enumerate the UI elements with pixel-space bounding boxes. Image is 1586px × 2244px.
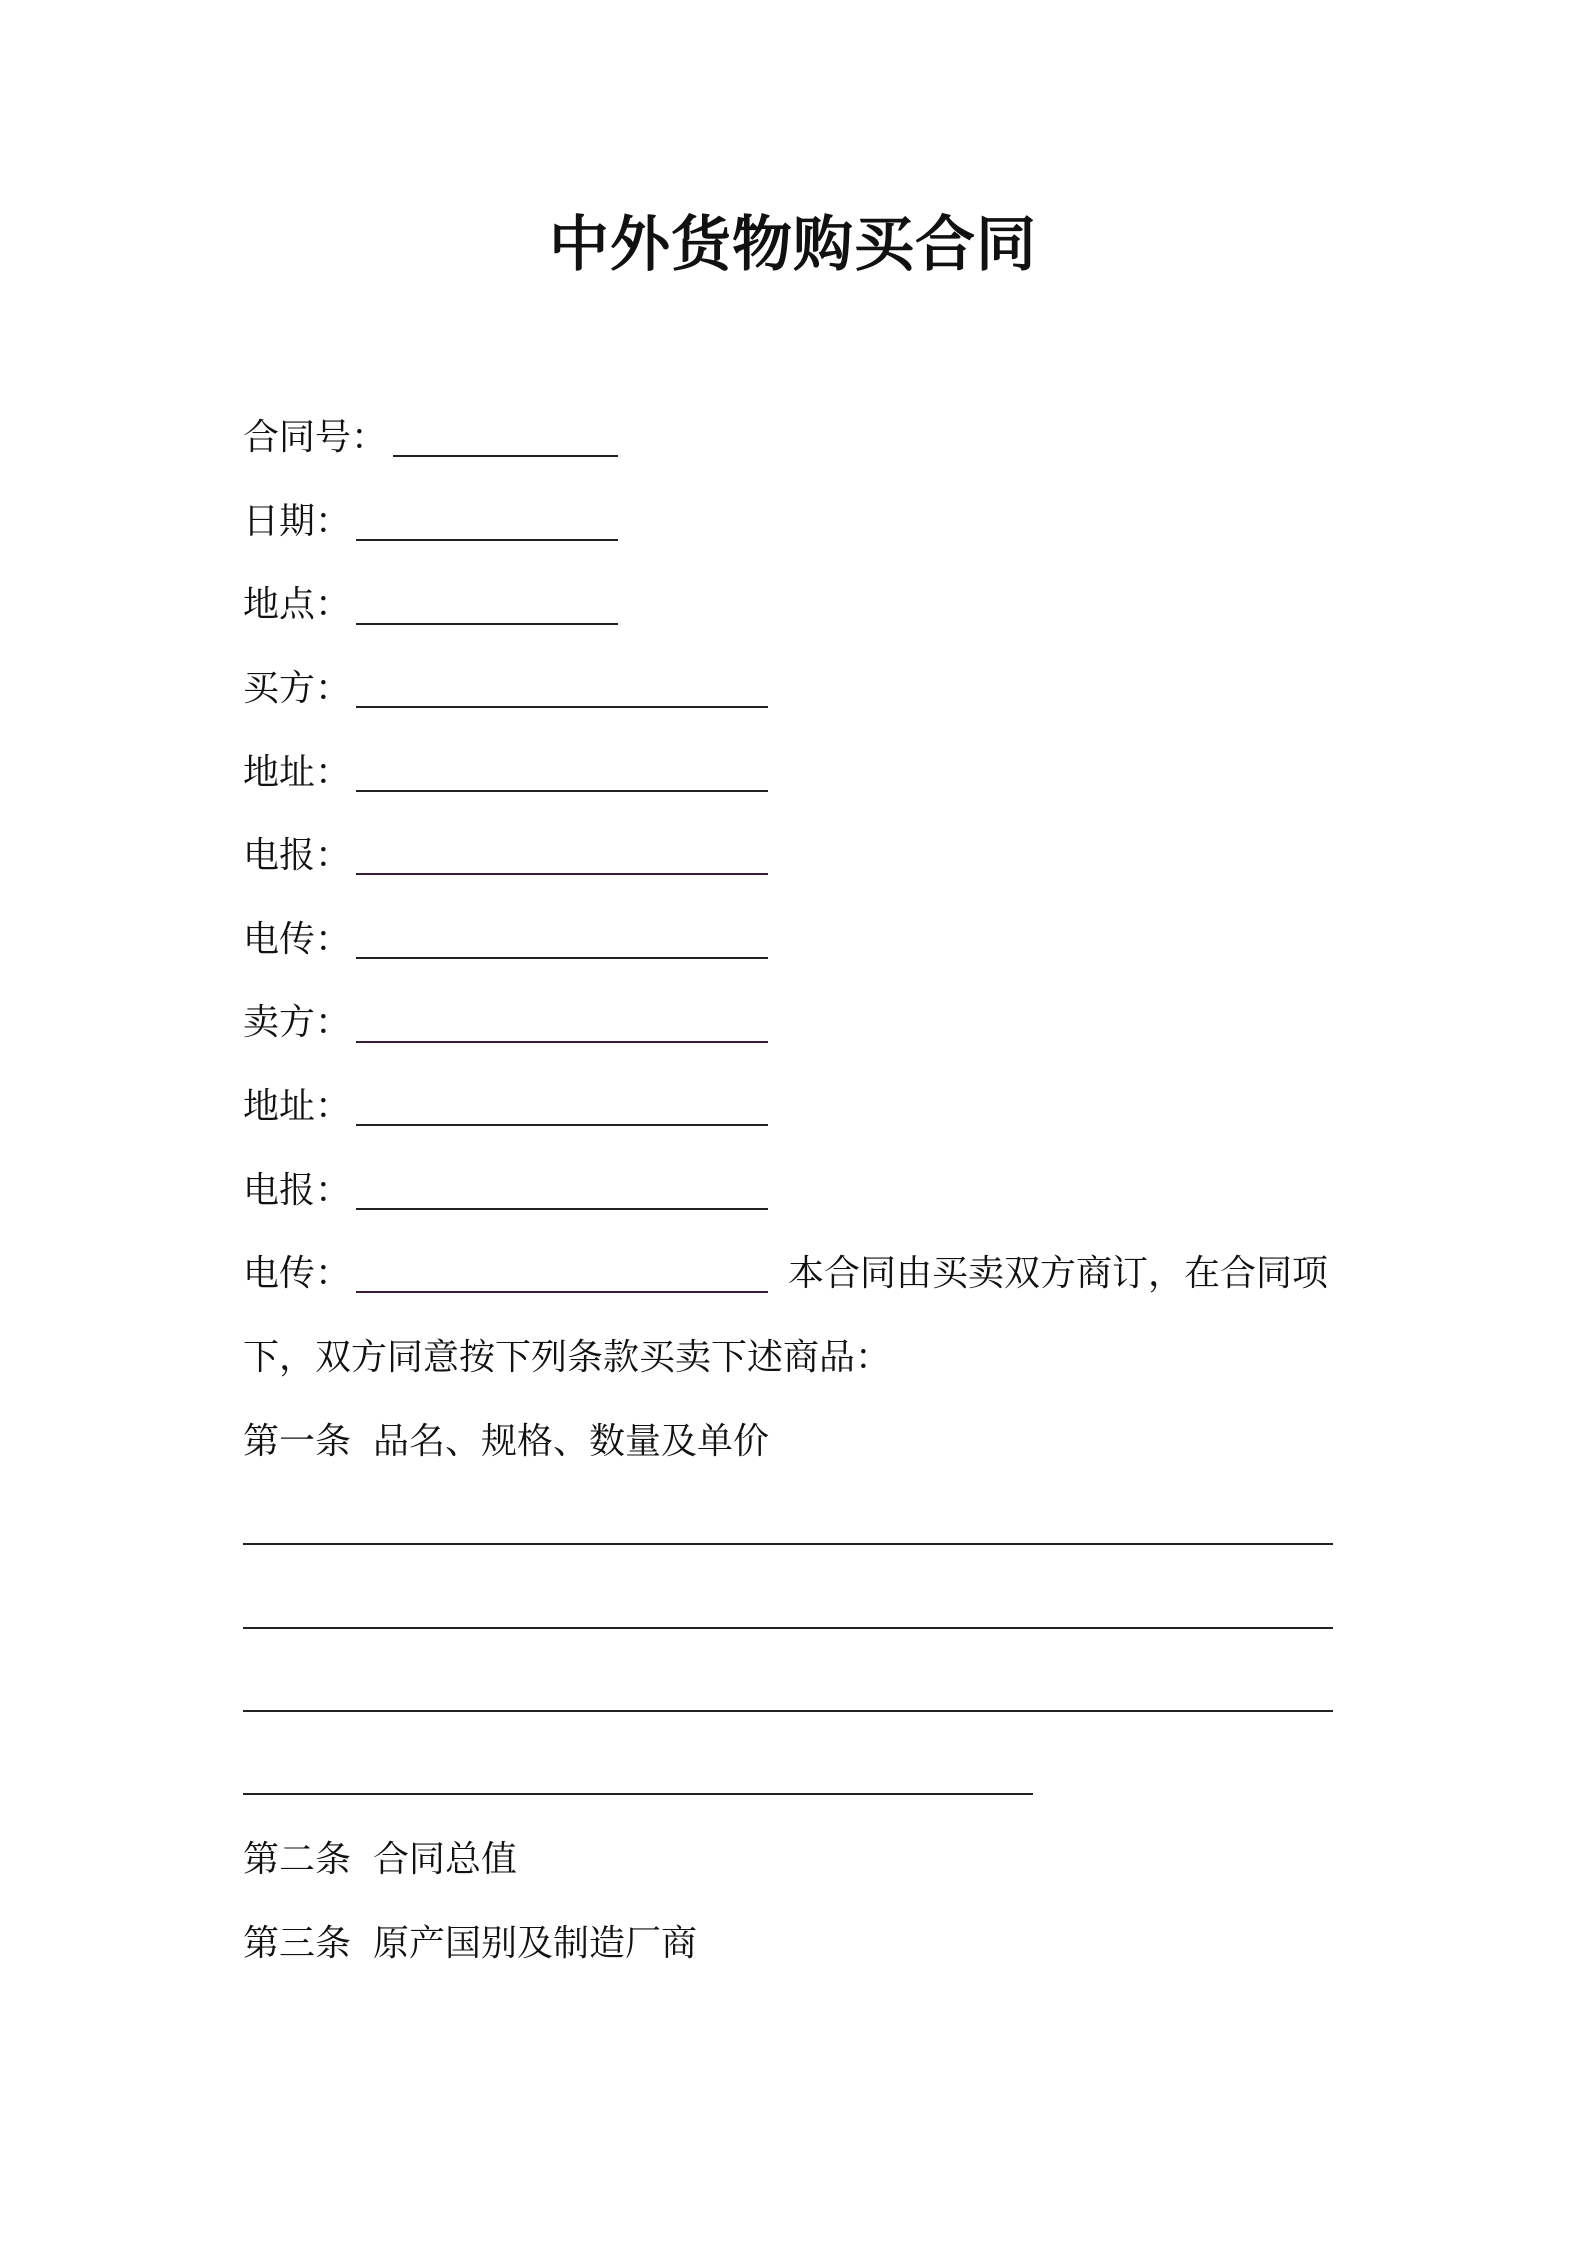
field-label: 合同号：	[243, 417, 388, 458]
buyer-blank[interactable]	[356, 706, 768, 708]
clause-number: 第一条	[243, 1421, 352, 1462]
field-seller-address	[243, 1077, 351, 1137]
seller-address-blank[interactable]	[356, 1124, 768, 1126]
document-title: 中外货物购买合同	[549, 210, 1037, 280]
field-label: 日期：	[243, 501, 352, 542]
buyer-address-blank[interactable]	[356, 790, 768, 792]
field-label: 地点：	[243, 584, 352, 625]
field-label: 电传：	[243, 919, 352, 960]
field-seller-telex	[243, 1244, 351, 1304]
clause-3	[243, 1914, 697, 1974]
field-buyer-telex	[243, 910, 351, 970]
clause-1-blank-line-2[interactable]	[243, 1627, 1333, 1629]
field-buyer-address	[243, 743, 351, 803]
clause-1-blank-line-4[interactable]	[243, 1793, 1033, 1795]
clause-title: 品名、规格、数量及单价	[373, 1421, 770, 1462]
buyer-telex-blank[interactable]	[356, 957, 768, 959]
date-blank[interactable]	[356, 539, 618, 541]
seller-telex-blank[interactable]	[356, 1291, 768, 1293]
place-blank[interactable]	[356, 623, 618, 625]
field-date	[243, 492, 351, 552]
field-label: 地址：	[243, 1086, 352, 1127]
field-label: 买方：	[243, 668, 352, 709]
field-label: 地址：	[243, 752, 352, 793]
field-buyer-telegram	[243, 826, 351, 886]
clause-1	[243, 1412, 769, 1472]
preamble-continuation: 下，双方同意按下列条款买卖下述商品：	[243, 1337, 892, 1378]
clause-2	[243, 1830, 517, 1890]
contract-number-blank[interactable]	[393, 455, 618, 457]
clause-title: 合同总值	[373, 1839, 518, 1880]
clause-number: 第二条	[243, 1839, 352, 1880]
seller-telegram-blank[interactable]	[356, 1208, 768, 1210]
buyer-telegram-blank[interactable]	[356, 873, 768, 875]
clause-title: 原产国别及制造厂商	[373, 1923, 698, 1964]
field-buyer	[243, 659, 351, 719]
field-seller-telegram	[243, 1161, 351, 1221]
seller-blank[interactable]	[356, 1041, 768, 1043]
field-label: 电报：	[243, 835, 352, 876]
field-label: 卖方：	[243, 1002, 352, 1043]
clause-1-blank-line-1[interactable]	[243, 1543, 1333, 1545]
preamble-text: 本合同由买卖双方商订，在合同项	[788, 1253, 1329, 1294]
field-contract-number	[243, 408, 387, 468]
clause-1-blank-line-3[interactable]	[243, 1710, 1333, 1712]
field-seller	[243, 993, 351, 1053]
field-label: 电传：	[243, 1253, 352, 1294]
clause-number: 第三条	[243, 1923, 352, 1964]
field-place	[243, 575, 351, 635]
field-label: 电报：	[243, 1170, 352, 1211]
